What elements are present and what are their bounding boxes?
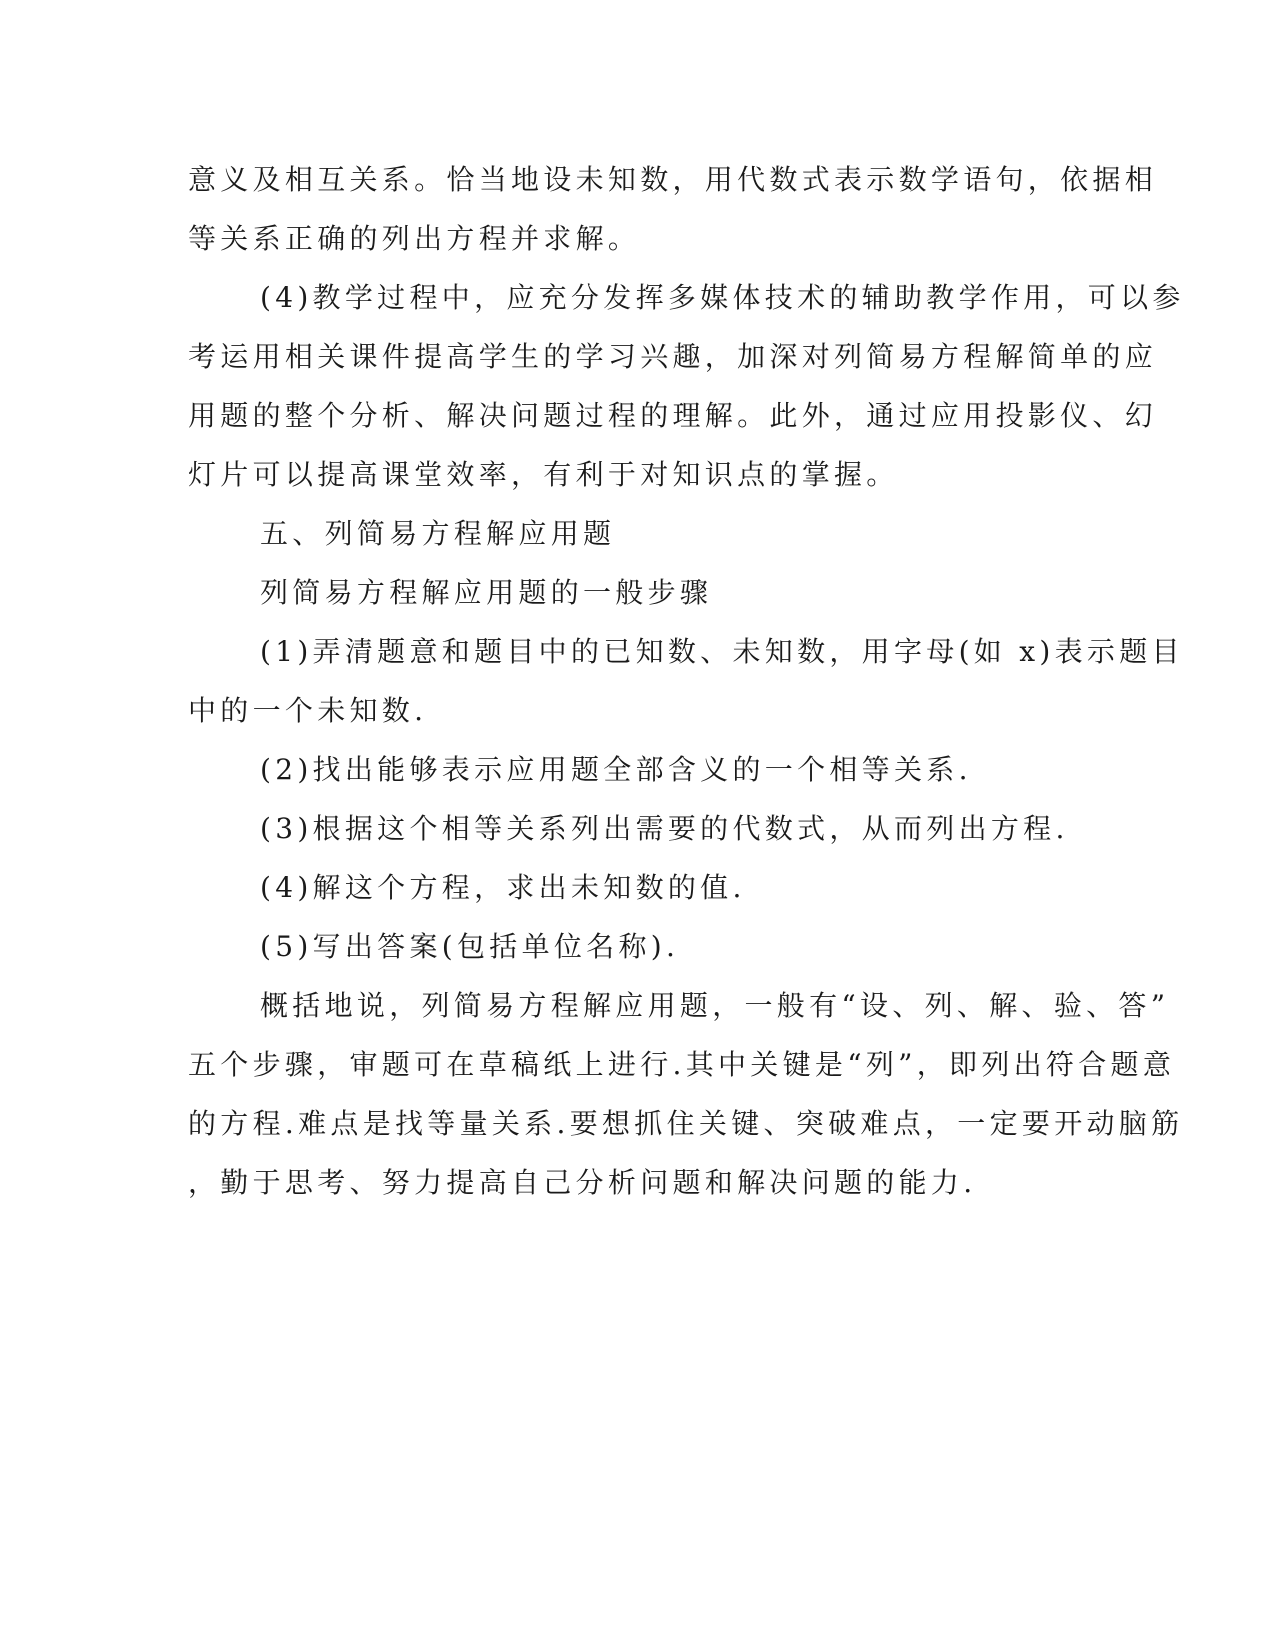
- paragraph-2-line-1: (4)教学过程中，应充分发挥多媒体技术的辅助教学作用，可以参: [260, 281, 1185, 314]
- step-4: (4)解这个方程，求出未知数的值.: [260, 871, 746, 904]
- step-5: (5)写出答案(包括单位名称).: [260, 930, 680, 963]
- summary-line-4: ，勤于思考、努力提高自己分析问题和解决问题的能力.: [188, 1166, 977, 1199]
- paragraph-1-line-1: 意义及相互关系。恰当地设未知数，用代数式表示数学语句，依据相: [188, 163, 1158, 196]
- paragraph-2-line-2: 考运用相关课件提高学生的学习兴趣，加深对列简易方程解简单的应: [188, 340, 1158, 373]
- step-1-line-2: 中的一个未知数.: [188, 694, 428, 727]
- summary-line-1: 概括地说，列简易方程解应用题，一般有“设、列、解、验、答”: [260, 989, 1170, 1022]
- subheading: 列简易方程解应用题的一般步骤: [260, 576, 713, 609]
- paragraph-2-line-4: 灯片可以提高课堂效率，有利于对知识点的掌握。: [188, 458, 899, 491]
- paragraph-1-line-2: 等关系正确的列出方程并求解。: [188, 222, 641, 255]
- step-2: (2)找出能够表示应用题全部含义的一个相等关系.: [260, 753, 972, 786]
- step-1-line-1: (1)弄清题意和题目中的已知数、未知数，用字母(如 x)表示题目: [260, 635, 1184, 668]
- paragraph-2-line-3: 用题的整个分析、解决问题过程的理解。此外，通过应用投影仪、幻: [188, 399, 1158, 432]
- summary-line-3: 的方程.难点是找等量关系.要想抓住关键、突破难点，一定要开动脑筋: [188, 1107, 1184, 1140]
- summary-line-2: 五个步骤，审题可在草稿纸上进行.其中关键是“列”，即列出符合题意: [188, 1048, 1176, 1081]
- step-3: (3)根据这个相等关系列出需要的代数式，从而列出方程.: [260, 812, 1069, 845]
- section-heading: 五、列简易方程解应用题: [260, 517, 616, 550]
